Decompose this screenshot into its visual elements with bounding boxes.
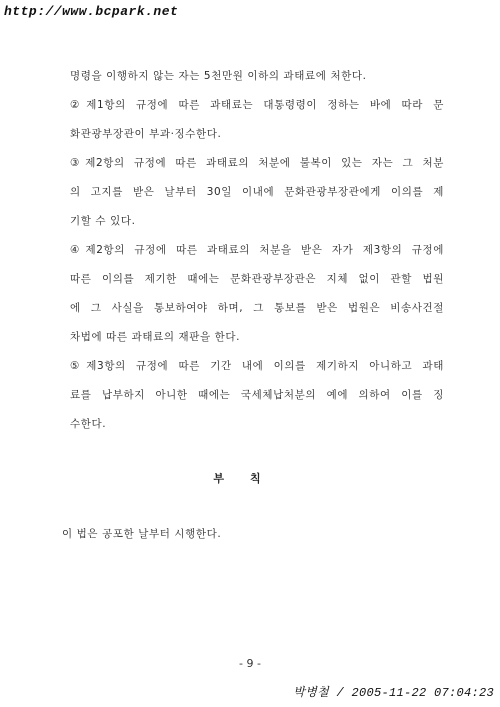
site-watermark: http://www.bcpark.net (4, 4, 179, 19)
law-body-text (70, 62, 444, 439)
text-line: 에 그 사실을 통보하여야 하며, 그 통보를 받은 법원은 비송사건절 (70, 302, 444, 314)
appendix-body: 이 법은 공포한 날부터 시행한다. (62, 528, 222, 540)
text-line: 수한다. (70, 418, 107, 430)
text-line: ③제2항의 규정에 따른 과태료의 처분에 불복이 있는 자는 그 처분 (70, 157, 444, 169)
text-line: 따른 이의를 제기한 때에는 문화관광부장관은 지체 없이 관할 법원 (70, 273, 444, 285)
page-number: - 9 - (239, 657, 261, 670)
text-line: 기할 수 있다. (70, 215, 136, 227)
footer-stamp: 박병철 / 2005-11-22 07:04:23 (293, 686, 494, 700)
text-line: 차법에 따른 과태료의 재판을 한다. (70, 331, 241, 343)
text-line: ④제2항의 규정에 따른 과태료의 처분을 받은 자가 제3항의 규정에 (70, 244, 444, 256)
text-line: ⑤제3항의 규정에 따른 기간 내에 이의를 제기하지 아니하고 과태 (70, 360, 444, 372)
text-line: 료를 납부하지 아니한 때에는 국세체납처분의 예에 의하여 이를 징 (70, 389, 444, 401)
text-line: 화관광부장관이 부과·징수한다. (70, 128, 222, 140)
text-line: 의 고지를 받은 날부터 30일 이내에 문화관광부장관에게 이의를 제 (70, 186, 444, 198)
text-line: ②제1항의 규정에 따른 과태료는 대통령령이 정하는 바에 따라 문 (70, 99, 444, 111)
appendix-heading: 부칙 (213, 472, 287, 485)
text-line: 명령을 이행하지 않는 자는 5천만원 이하의 과태료에 처한다. (70, 70, 367, 82)
